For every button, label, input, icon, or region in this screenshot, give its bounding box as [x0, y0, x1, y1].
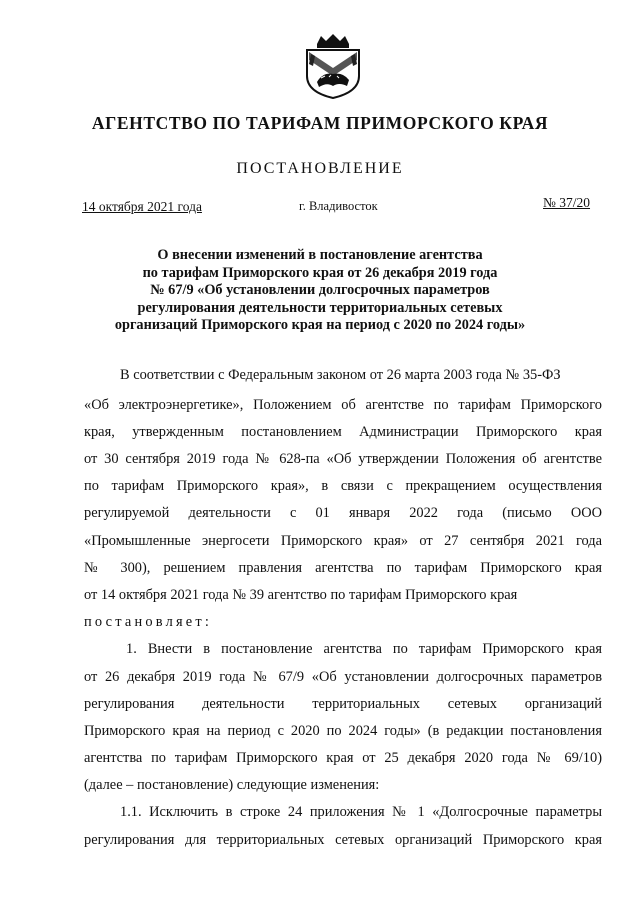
body-line: от 14 октября 2021 года № 39 агентство по тарифам Приморского края	[84, 587, 518, 603]
body-line: от 30 сентября 2019 года № 628-па «Об утверждении Положения об агентстве	[84, 451, 602, 467]
body-line: агентства по тарифам Приморского края от 25 декабря 2020 года № 69/10)	[84, 750, 602, 766]
heading-line: № 67/9 «Об установлении долгосрочных параметров	[150, 282, 490, 299]
heading-line: по тарифам Приморского края от 26 декабря 2019 года	[142, 264, 498, 281]
body-line: Приморского края на период с 2020 по 2024 годы» (в редакции постановления	[84, 723, 602, 739]
document-date: 14 октября 2021 года	[82, 199, 202, 214]
body-line: от 26 декабря 2019 года № 67/9 «Об установлении долгосрочных параметров	[84, 669, 602, 685]
heading-line: организаций Приморского края на период с 2020 по 2024 годы»	[114, 317, 526, 334]
body-line: «Об электроэнергетике», Положением об агентстве по тарифам Приморского	[84, 397, 602, 413]
body-line: 1. Внести в постановление агентства по тарифам Приморского края	[126, 641, 602, 657]
body-line: регулируемой деятельности с 01 января 2022 года (письмо ООО	[84, 505, 602, 521]
heading-line: регулирования деятельности территориальных сетевых	[137, 299, 503, 316]
body-line: края, утвержденным постановлением Администрации Приморского края	[84, 424, 602, 440]
body-line: по тарифам Приморского края», в связи с прекращением осуществления	[84, 478, 602, 494]
agency-title: АГЕНТСТВО ПО ТАРИФАМ ПРИМОРСКОГО КРАЯ	[91, 113, 549, 133]
document-heading	[60, 247, 580, 335]
body-line: 1.1. Исключить в строке 24 приложения № 1 «Долгосрочные параметры	[120, 804, 602, 820]
document-city: г. Владивосток	[299, 199, 378, 213]
body-line: В соответствии с Федеральным законом от 26 марта 2003 года № 35-ФЗ	[120, 367, 561, 383]
body-line-decree: постановляет:	[84, 614, 213, 630]
coat-of-arms-icon	[303, 32, 363, 100]
body-line: регулирования деятельности территориальных сетевых организаций	[84, 696, 602, 712]
document-number: № 37/20	[543, 195, 591, 210]
body-line: «Промышленные энергосети Приморского края» от 27 сентября 2021 года	[84, 533, 602, 549]
body-line: регулирования для территориальных сетевых организаций Приморского края	[84, 832, 602, 848]
body-line: № 300), решением правления агентства по тарифам Приморского края	[84, 560, 602, 576]
body-line: (далее – постановление) следующие изменения:	[84, 777, 380, 793]
document-type: ПОСТАНОВЛЕНИЕ	[236, 160, 404, 177]
heading-line: О внесении изменений в постановление агентства	[157, 247, 483, 263]
